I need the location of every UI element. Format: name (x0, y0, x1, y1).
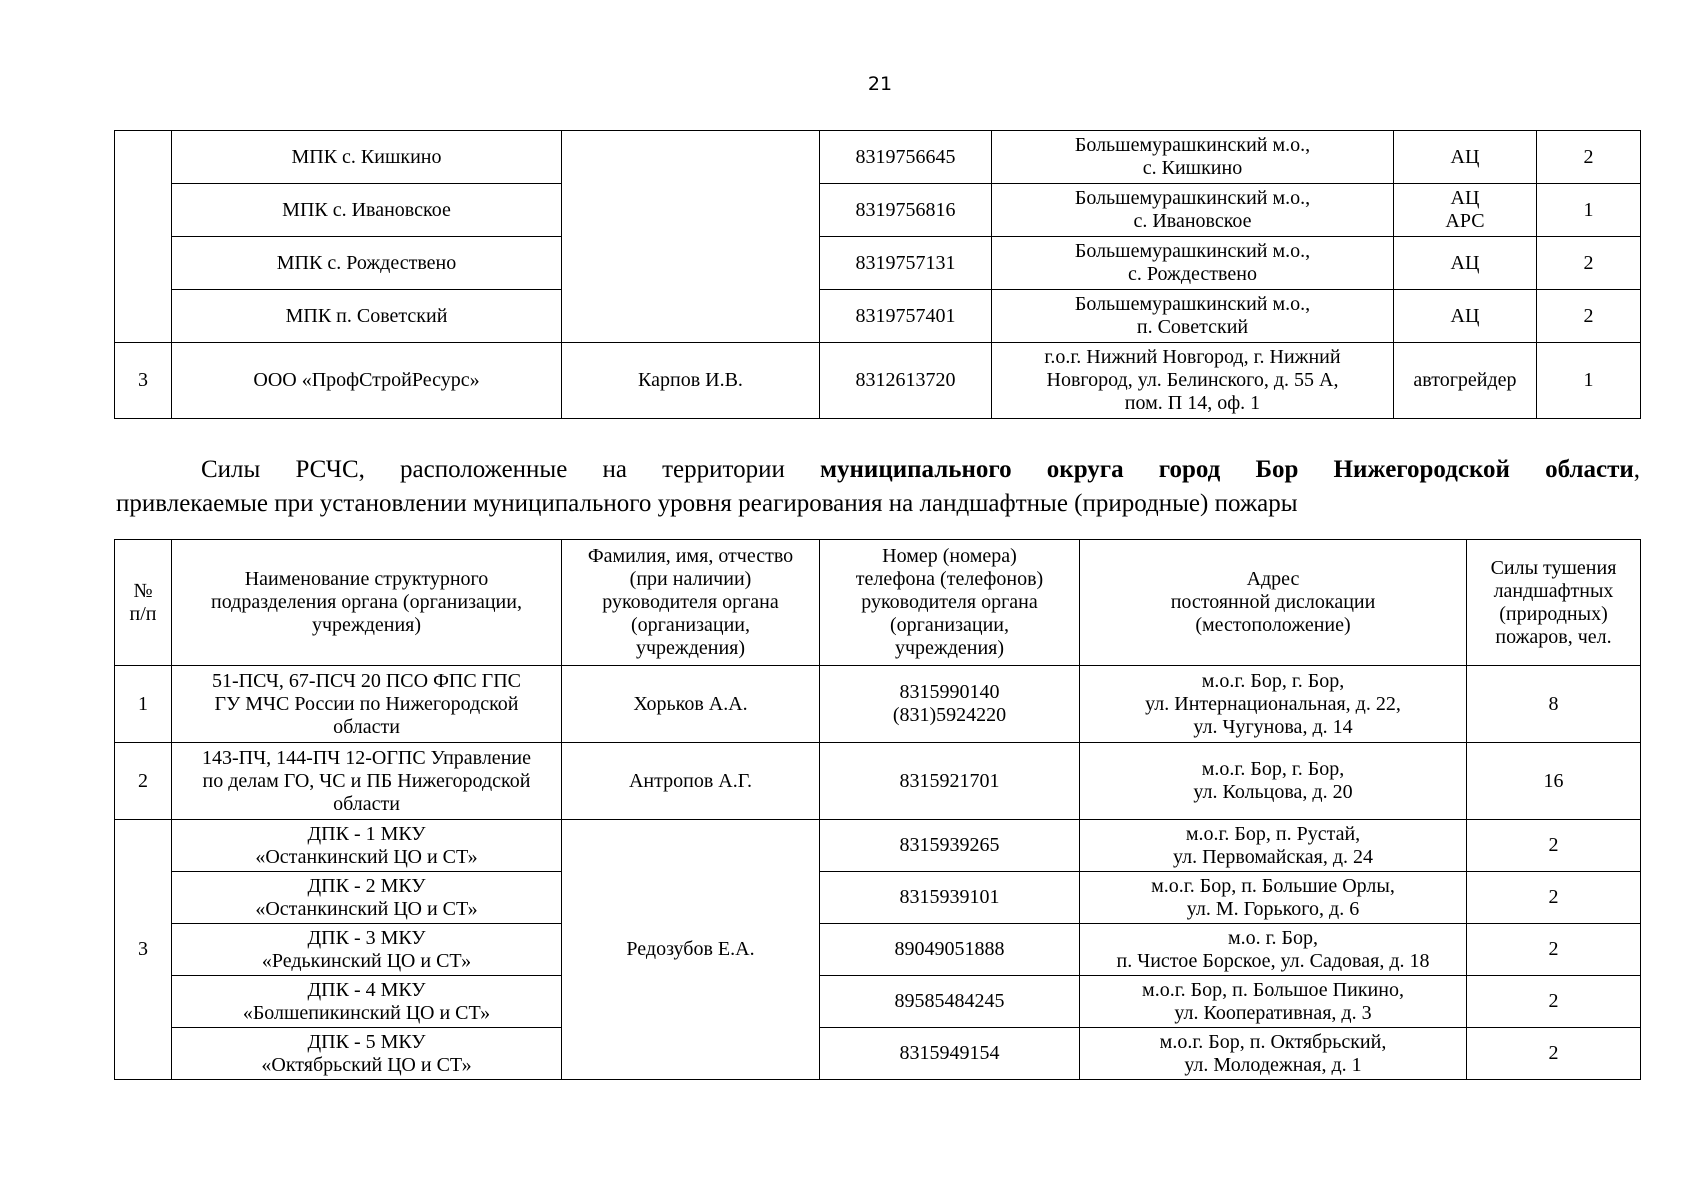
address-line: Большемурашкинский м.о., (1074, 134, 1311, 156)
table-row (115, 976, 1641, 1028)
name-line: по делам ГО, ЧС и ПБ Нижегородской (202, 769, 531, 792)
name-line: ДПК - 1 МКУ (307, 822, 426, 845)
count-cell: 2 (1537, 237, 1641, 290)
equipment-item: АЦ (1450, 145, 1480, 168)
count-cell: 2 (1537, 131, 1641, 184)
address-cell (1080, 1028, 1467, 1080)
unit-name-cell (172, 872, 562, 924)
name-line: «Октябрьский ЦО и СТ» (261, 1053, 472, 1076)
header-line: учреждения) (635, 637, 746, 659)
equipment-item: АРС (1445, 210, 1485, 232)
section-heading-line-1 (116, 453, 1640, 487)
unit-name-cell (172, 1028, 562, 1080)
heading-prefix: Силы РСЧС, расположенные на территории (201, 456, 820, 483)
header-line: телефона (телефонов) (855, 568, 1044, 590)
address-line: Новгород, ул. Белинского, д. 55 А, (1046, 369, 1339, 391)
address-line: ул. Кооперативная, д. 3 (1174, 1001, 1372, 1024)
equipment-item: АЦ (1450, 187, 1480, 209)
head-name-cell: Редозубов Е.А. (562, 820, 820, 1080)
address-line: ул. Молодежная, д. 1 (1184, 1053, 1362, 1076)
address-line: с. Кишкино (1142, 157, 1243, 179)
row-number-cell: 3 (115, 343, 172, 419)
head-name-cell: Карпов И.В. (562, 343, 820, 419)
header-unit-name (172, 540, 562, 666)
header-line: учреждения) (894, 637, 1005, 659)
table-row (115, 820, 1641, 872)
address-line: Большемурашкинский м.о., (1074, 187, 1311, 209)
unit-name-cell: МПК с. Рождествено (172, 237, 562, 290)
phone-line: 8315990140 (899, 681, 1000, 703)
header-line: Силы тушения (1490, 556, 1617, 579)
section-heading-line-2: привлекаемые при установлении муниципального уровня реагирования на ландшафтные (природные) пожары (116, 490, 1298, 517)
name-line: «Редькинский ЦО и СТ» (261, 949, 472, 972)
address-line: Большемурашкинский м.о., (1074, 240, 1311, 262)
forces-cell: 16 (1467, 743, 1641, 820)
name-line: ДПК - 3 МКУ (307, 926, 426, 949)
header-line: Адрес (1246, 568, 1300, 590)
head-name-cell: Хорьков А.А. (562, 666, 820, 743)
forces-cell: 2 (1467, 976, 1641, 1028)
heading-suffix: , (1633, 456, 1640, 483)
forces-table-continuation (114, 130, 1641, 419)
address-line: м.о.г. Бор, п. Рустай, (1185, 822, 1361, 845)
address-line: м.о.г. Бор, г. Бор, (1201, 669, 1345, 692)
unit-name-cell (172, 666, 562, 743)
table-row (115, 924, 1641, 976)
address-line: м.о.г. Бор, г. Бор, (1201, 758, 1345, 780)
header-line: п/п (129, 602, 157, 625)
phone-cell: 89585484245 (820, 976, 1080, 1028)
group-number-cell (115, 131, 172, 343)
unit-name-cell: ООО «ПрофСтройРесурс» (172, 343, 562, 419)
address-cell (1080, 924, 1467, 976)
row-number-cell: 2 (115, 743, 172, 820)
row-number-cell: 1 (115, 666, 172, 743)
header-line: постоянной дислокации (1170, 591, 1376, 613)
count-cell: 2 (1537, 290, 1641, 343)
unit-name-cell (172, 820, 562, 872)
forces-cell: 2 (1467, 820, 1641, 872)
header-line: пожаров, чел. (1495, 625, 1612, 648)
address-line: м.о. г. Бор, (1227, 926, 1319, 949)
name-line: 51-ПСЧ, 67-ПСЧ 20 ПСО ФПС ГПС (211, 669, 522, 692)
table-row (115, 666, 1641, 743)
header-line: руководителя органа (861, 591, 1038, 613)
name-line: области (333, 715, 400, 738)
address-cell (1080, 976, 1467, 1028)
address-cell (992, 131, 1394, 184)
address-line: м.о.г. Бор, п. Большие Орлы, (1151, 874, 1395, 897)
address-cell (1080, 872, 1467, 924)
header-line: учреждения) (311, 614, 422, 636)
equipment-cell (1394, 343, 1537, 419)
head-name-cell: Антропов А.Г. (562, 743, 820, 820)
name-line: ДПК - 2 МКУ (307, 874, 426, 897)
name-line: «Останкинский ЦО и СТ» (255, 897, 478, 920)
phone-cell (820, 743, 1080, 820)
header-line: Наименование структурного (244, 568, 489, 590)
unit-name-cell: МПК п. Советский (172, 290, 562, 343)
address-line: ул. М. Горького, д. 6 (1186, 897, 1360, 920)
address-line: м.о.г. Бор, п. Октябрьский, (1159, 1030, 1387, 1053)
phone-cell: 8319757401 (820, 290, 992, 343)
header-forces (1467, 540, 1641, 666)
header-line: (организации, (889, 614, 1010, 636)
phone-cell: 8315939101 (820, 872, 1080, 924)
page-number: 21 (867, 73, 893, 95)
phone-cell: 8315939265 (820, 820, 1080, 872)
phone-cell: 8319757131 (820, 237, 992, 290)
section-heading (116, 453, 1640, 521)
phone-cell (820, 666, 1080, 743)
heading-bold-municipality: муниципального округа город Бор Нижегородской области (820, 456, 1634, 483)
table-row (115, 872, 1641, 924)
count-cell: 1 (1537, 343, 1641, 419)
table-header-row (115, 540, 1641, 666)
address-line: пом. П 14, оф. 1 (1124, 392, 1261, 414)
forces-table-bor (114, 539, 1641, 1080)
address-line: г.о.г. Нижний Новгород, г. Нижний (1044, 346, 1341, 368)
phone-line: 8315921701 (899, 769, 1000, 792)
address-line: п. Советский (1136, 316, 1249, 338)
address-cell (1080, 743, 1467, 820)
phone-cell: 8315949154 (820, 1028, 1080, 1080)
header-line: (при наличии) (629, 568, 752, 590)
address-cell (1080, 820, 1467, 872)
address-line: Большемурашкинский м.о., (1074, 293, 1311, 315)
unit-name-cell (172, 976, 562, 1028)
address-line: ул. Первомайская, д. 24 (1173, 845, 1373, 868)
phone-cell: 8319756645 (820, 131, 992, 184)
header-line: (природных) (1499, 602, 1608, 625)
unit-name-cell: МПК с. Ивановское (172, 184, 562, 237)
address-line: м.о.г. Бор, п. Большое Пикино, (1142, 978, 1404, 1001)
table-row (115, 184, 1641, 237)
table-row (115, 290, 1641, 343)
forces-cell: 2 (1467, 1028, 1641, 1080)
address-line: с. Рождествено (1128, 263, 1257, 285)
address-line: ул. Интернациональная, д. 22, (1145, 692, 1401, 715)
name-line: «Останкинский ЦО и СТ» (255, 845, 478, 868)
name-line: «Болшепикинский ЦО и СТ» (242, 1001, 491, 1024)
address-cell (1080, 666, 1467, 743)
address-line: п. Чистое Борское, ул. Садовая, д. 18 (1116, 949, 1430, 972)
head-name-cell (562, 131, 820, 343)
name-line: области (333, 792, 400, 815)
phone-cell: 8312613720 (820, 343, 992, 419)
header-line: (организации, (630, 614, 751, 636)
table-row (115, 237, 1641, 290)
phone-cell: 89049051888 (820, 924, 1080, 976)
header-line: руководителя органа (602, 591, 779, 613)
header-line: (местоположение) (1195, 614, 1351, 636)
name-line: ДПК - 5 МКУ (307, 1030, 426, 1053)
header-line: Номер (номера) (882, 545, 1017, 567)
table-row (115, 131, 1641, 184)
equipment-cell (1394, 131, 1537, 184)
forces-cell: 2 (1467, 924, 1641, 976)
equipment-item: автогрейдер (1413, 369, 1517, 391)
address-line: с. Ивановское (1133, 210, 1252, 232)
header-line: № (133, 579, 153, 602)
header-number (115, 540, 172, 666)
header-line: подразделения органа (организации, (211, 591, 522, 613)
count-cell: 1 (1537, 184, 1641, 237)
unit-name-cell (172, 924, 562, 976)
equipment-item: АЦ (1450, 304, 1480, 327)
address-cell (992, 343, 1394, 419)
address-cell (992, 184, 1394, 237)
header-address (1080, 540, 1467, 666)
header-line: Фамилия, имя, отчество (587, 545, 794, 567)
address-line: ул. Кольцова, д. 20 (1193, 781, 1353, 803)
name-line: ДПК - 4 МКУ (307, 978, 426, 1001)
row-number-cell: 3 (115, 820, 172, 1080)
name-line: 143-ПЧ, 144-ПЧ 12-ОГПС Управление (202, 746, 531, 769)
phone-line: (831)5924220 (892, 704, 1007, 726)
unit-name-cell: МПК с. Кишкино (172, 131, 562, 184)
equipment-item: АЦ (1450, 251, 1480, 274)
address-cell (992, 290, 1394, 343)
header-phone (820, 540, 1080, 666)
forces-cell: 8 (1467, 666, 1641, 743)
table-row (115, 1028, 1641, 1080)
address-line: ул. Чугунова, д. 14 (1193, 715, 1353, 738)
equipment-cell (1394, 290, 1537, 343)
name-line: ГУ МЧС России по Нижегородской (214, 692, 519, 715)
header-head-name (562, 540, 820, 666)
phone-cell: 8319756816 (820, 184, 992, 237)
header-line: ландшафтных (1493, 579, 1614, 602)
table-row (115, 743, 1641, 820)
forces-cell: 2 (1467, 872, 1641, 924)
unit-name-cell (172, 743, 562, 820)
equipment-cell (1394, 184, 1537, 237)
table-row (115, 343, 1641, 419)
address-cell (992, 237, 1394, 290)
equipment-cell (1394, 237, 1537, 290)
